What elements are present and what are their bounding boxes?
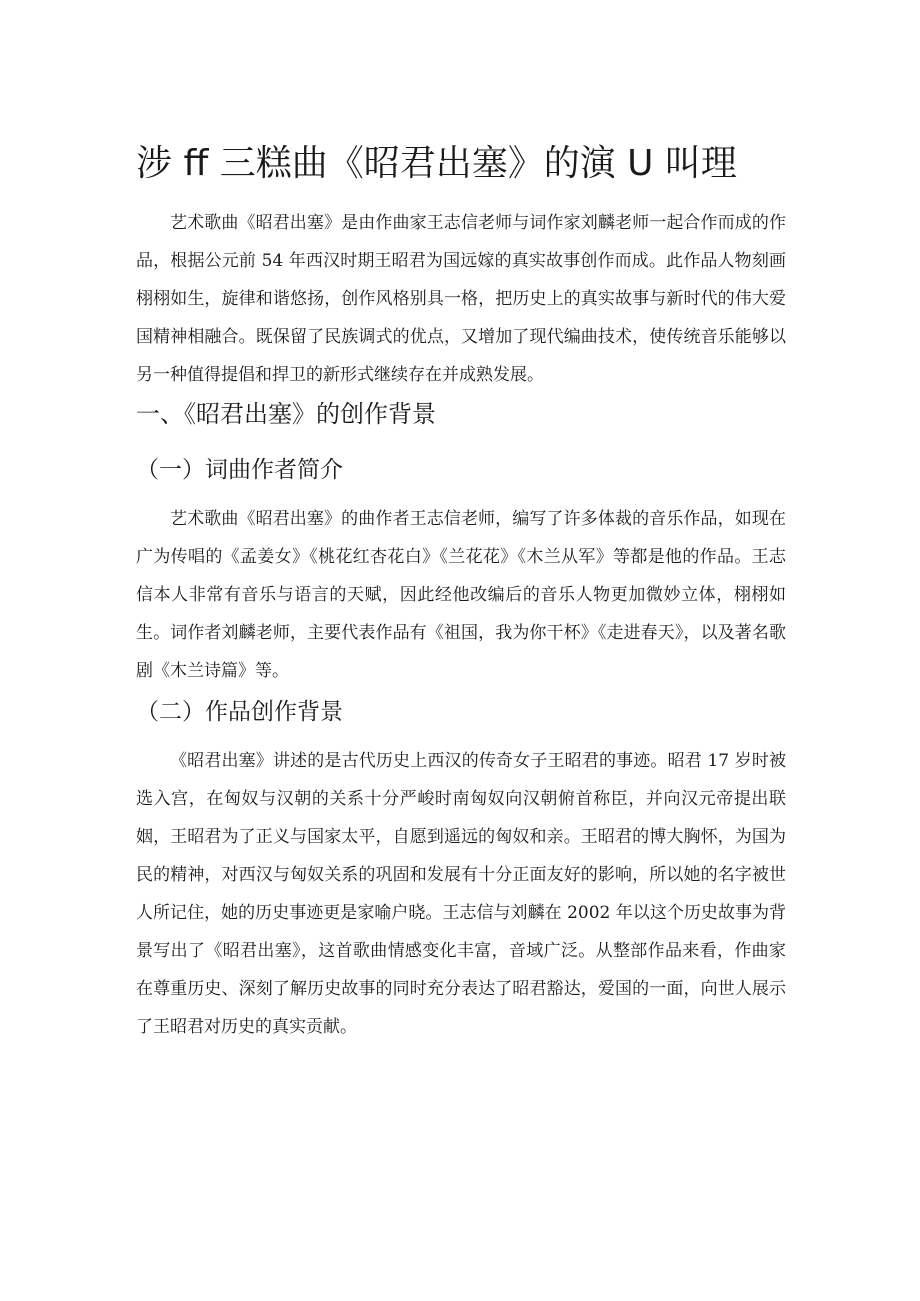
authors-paragraph: 艺术歌曲《昭君出塞》的曲作者王志信老师，编写了许多体裁的音乐作品，如现在广为传唱的《孟姜女》《桃花红杏花白》《兰花花》《木兰从军》等都是他的作品。王志信本人非常有音乐与语言的天赋，因此经他改编后的音乐人物更加微妙立体，栩栩如生。词作者刘麟老师，主要代表作品有《祖国，我为你干杯》《走进春天》，以及著名歌剧《木兰诗篇》等。	[136, 509, 786, 681]
document-title: 涉 ff 三糕曲《昭君出塞》的演 U 叫理	[136, 143, 737, 184]
subsection-heading-work-background: （二）作品创作背景	[136, 699, 343, 725]
subsection-heading-authors: （一）词曲作者简介	[136, 457, 343, 483]
intro-paragraph: 艺术歌曲《昭君出塞》是由作曲家王志信老师与词作家刘麟老师一起合作而成的作品，根据公元前 54 年西汉时期王昭君为国远嫁的真实故事创作而成。此作品人物刻画栩栩如生，旋律和谐悠扬，创作风格别具一格，把历史上的真实故事与新时代的伟大爱国精神相融合。既保留了民族调式的优点，又增加了现代编曲技术，使传统音乐能够以另一种值得提倡和捍卫的新形式继续存在并成熟发展。	[136, 213, 786, 385]
section-heading-creation-background: 一、《昭君出塞》的创作背景	[136, 400, 436, 428]
work-background-paragraph: 《昭君出塞》讲述的是古代历史上西汉的传奇女子王昭君的事迹。昭君 17 岁时被选入宫，在匈奴与汉朝的关系十分严峻时南匈奴向汉朝俯首称臣，并向汉元帝提出联姻，王昭君为了正义与国家太平，自愿到遥远的匈奴和亲。王昭君的博大胸怀，为国为民的精神，对西汉与匈奴关系的巩固和发展有十分正面友好的影响，所以她的名字被世人所记住，她的历史事迹更是家喻户晓。王志信与刘麟在 2002 年以这个历史故事为背景写出了《昭君出塞》，这首歌曲情感变化丰富，音域广泛。从整部作品来看，作曲家在尊重历史、深刻了解历史故事的同时充分表达了昭君豁达，爱国的一面，向世人展示了王昭君对历史的真实贡献。	[136, 751, 786, 1037]
